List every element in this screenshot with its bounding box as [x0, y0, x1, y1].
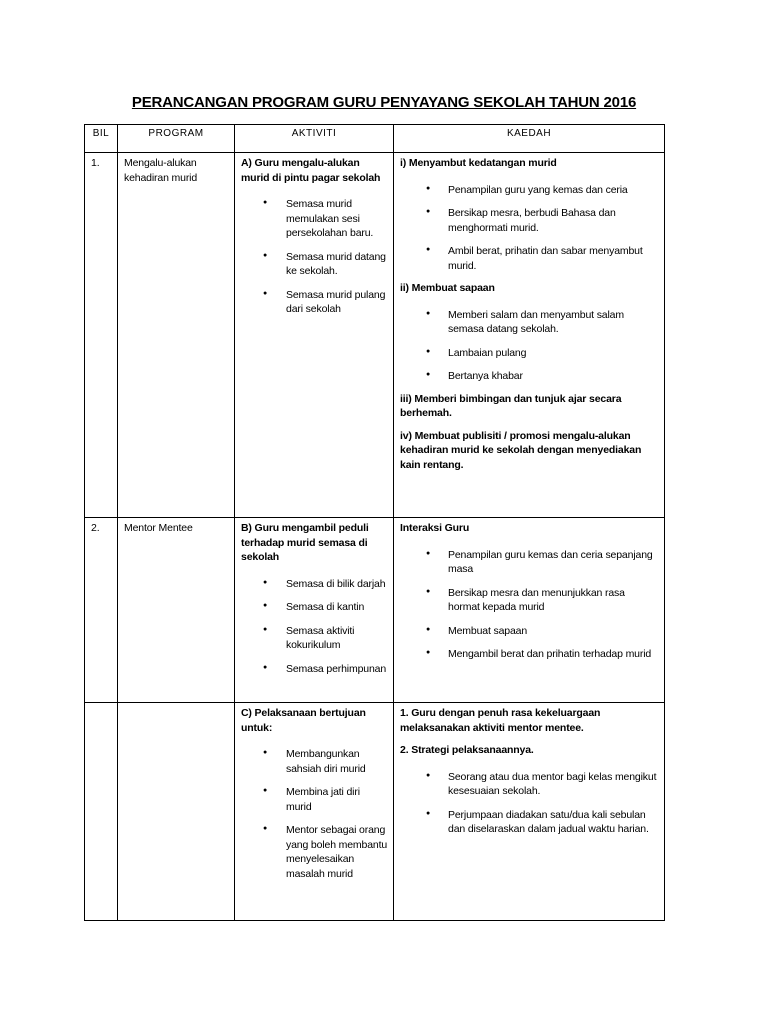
list-item: ● Perjumpaan diadakan satu/dua kali sebulan dan diselaraskan dalam jadual waktu harian. [400, 808, 659, 837]
list-item: ● Membina jati diri murid [241, 785, 388, 814]
cell-program: Mengalu-alukan kehadiran murid [118, 153, 235, 518]
aktiviti-list [241, 747, 388, 881]
cell-aktiviti [235, 518, 394, 703]
kaedah-heading: i) Menyambut kedatangan murid [400, 157, 557, 169]
header-bil: BIL [85, 125, 118, 153]
list-item: ● Mengambil berat dan prihatin terhadap murid [400, 647, 659, 662]
cell-aktiviti [235, 153, 394, 518]
document-title: PERANCANGAN PROGRAM GURU PENYAYANG SEKOLAH TAHUN 2016 [131, 94, 637, 111]
list-item: ● Semasa di kantin [241, 600, 388, 615]
list-item: ● Memberi salam dan menyambut salam semasa datang sekolah. [400, 308, 659, 337]
aktiviti-heading: C) Pelaksanaan bertujuan untuk: [241, 707, 366, 734]
kaedah-heading: 2. Strategi pelaksanaannya. [400, 744, 534, 756]
program-table [84, 124, 665, 921]
kaedah-heading: iii) Memberi bimbingan dan tunjuk ajar secara berhemah. [400, 392, 622, 419]
list-item: ● Bersikap mesra dan menunjukkan rasa hormat kepada murid [400, 586, 659, 615]
aktiviti-heading: A) Guru mengalu-alukan murid di pintu pagar sekolah [241, 157, 381, 184]
kaedah-heading: ii) Membuat sapaan [400, 282, 495, 294]
header-program: PROGRAM [118, 125, 235, 153]
list-item: ● Ambil berat, prihatin dan sabar menyambut murid. [400, 244, 659, 273]
list-item: ● Semasa di bilik darjah [241, 577, 388, 592]
list-item: ● Semasa perhimpunan [241, 662, 388, 677]
list-item: ● Semasa murid memulakan sesi persekolahan baru. [241, 197, 388, 241]
cell-bil [85, 703, 118, 921]
cell-kaedah [394, 153, 665, 518]
aktiviti-list [241, 577, 388, 677]
aktiviti-heading: B) Guru mengambil peduli terhadap murid semasa di sekolah [241, 522, 369, 563]
list-item: ● Membangunkan sahsiah diri murid [241, 747, 388, 776]
cell-program [118, 703, 235, 921]
list-item: ● Semasa murid pulang dari sekolah [241, 288, 388, 317]
list-item: ● Mentor sebagai orang yang boleh membantu menyelesaikan masalah murid [241, 823, 388, 881]
list-item: ● Semasa aktiviti kokurikulum [241, 624, 388, 653]
cell-aktiviti [235, 703, 394, 921]
list-item: ● Bersikap mesra, berbudi Bahasa dan menghormati murid. [400, 206, 659, 235]
cell-kaedah [394, 703, 665, 921]
list-item: ● Semasa murid datang ke sekolah. [241, 250, 388, 279]
cell-bil: 2. [85, 518, 118, 703]
header-kaedah: KAEDAH [394, 125, 665, 153]
cell-kaedah [394, 518, 665, 703]
table-row [85, 703, 665, 921]
list-item: ● Membuat sapaan [400, 624, 659, 639]
kaedah-list [400, 548, 659, 662]
table-header-row [85, 125, 665, 153]
kaedah-list [400, 183, 659, 274]
kaedah-list [400, 770, 659, 837]
list-item: ● Penampilan guru kemas dan ceria sepanjang masa [400, 548, 659, 577]
aktiviti-list [241, 197, 388, 317]
list-item: ● Lambaian pulang [400, 346, 659, 361]
header-aktiviti: AKTIVITI [235, 125, 394, 153]
kaedah-heading: 1. Guru dengan penuh rasa kekeluargaan melaksanakan aktiviti mentor mentee. [400, 707, 601, 734]
kaedah-heading: Interaksi Guru [400, 522, 470, 534]
kaedah-heading: iv) Membuat publisiti / promosi mengalu-alukan kehadiran murid ke sekolah dengan menyediakan kain rentang. [400, 429, 642, 471]
list-item: ● Bertanya khabar [400, 369, 659, 384]
table-row [85, 153, 665, 518]
kaedah-list [400, 308, 659, 384]
table-row [85, 518, 665, 703]
list-item: ● Penampilan guru yang kemas dan ceria [400, 183, 659, 198]
cell-program: Mentor Mentee [118, 518, 235, 703]
cell-bil: 1. [85, 153, 118, 518]
list-item: ● Seorang atau dua mentor bagi kelas mengikut kesesuaian sekolah. [400, 770, 659, 799]
